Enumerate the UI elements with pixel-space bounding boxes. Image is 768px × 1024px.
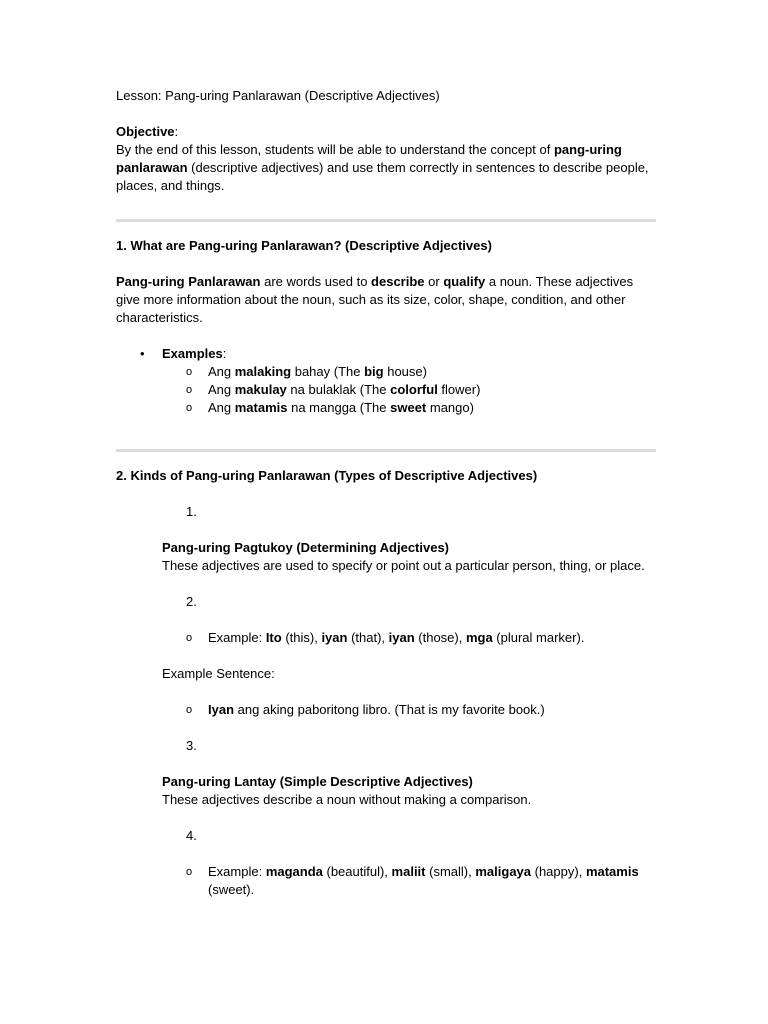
hollow-bullet-icon: o — [186, 384, 193, 396]
lesson-title: Lesson: Pang-uring Panlarawan (Descriptive Adjectives) — [116, 88, 440, 103]
objective-text: By the end of this lesson, students will be able to understand the concept of pang-uring panlarawan (descriptive adjectives) and use them correctly in sentences to describe people, places, and things. — [116, 142, 649, 193]
hollow-bullet-icon: o — [186, 402, 193, 414]
document-content — [116, 87, 656, 899]
list-item: o Ang makulay na bulaklak (The colorful flower) — [186, 382, 481, 397]
section2-heading: 2. Kinds of Pang-uring Panlarawan (Types of Descriptive Adjectives) — [116, 468, 538, 483]
bullet-dot-icon: • — [140, 346, 145, 361]
section1-heading: 1. What are Pang-uring Panlarawan? (Descriptive Adjectives) — [116, 238, 492, 253]
section1-paragraph: Pang-uring Panlarawan are words used to describe or qualify a noun. These adjectives give more information about the noun, such as its size, color, shape, condition, and other characteristics. — [116, 274, 634, 325]
objective-label: Objective: — [116, 124, 179, 139]
lantay-description: These adjectives describe a noun without making a comparison. — [162, 792, 532, 807]
list-number: 1. — [186, 504, 197, 519]
list-number: 2. — [186, 594, 197, 609]
list-item: o Iyan ang aking paboritong libro. (That is my favorite book.) — [186, 702, 545, 717]
pagtukoy-description: These adjectives are used to specify or point out a particular person, thing, or place. — [162, 558, 645, 573]
example-sentence-label: Example Sentence: — [162, 666, 275, 681]
hollow-bullet-icon: o — [186, 632, 193, 644]
hollow-bullet-icon: o — [186, 866, 193, 878]
hollow-bullet-icon: o — [186, 704, 193, 716]
list-item: o Ang matamis na mangga (The sweet mango) — [186, 400, 474, 415]
list-number: 4. — [186, 828, 197, 843]
hollow-bullet-icon: o — [186, 366, 193, 378]
pagtukoy-title: Pang-uring Pagtukoy (Determining Adjectives) — [162, 540, 450, 555]
list-item: o Example: Ito (this), iyan (that), iyan (those), mga (plural marker). — [186, 630, 585, 645]
lantay-title: Pang-uring Lantay (Simple Descriptive Adjectives) — [162, 774, 473, 789]
list-item: o Example: maganda (beautiful), maliit (small), maligaya (happy), matamis (sweet). — [186, 864, 639, 897]
examples-bullet: • Examples: — [140, 346, 227, 361]
list-number: 3. — [186, 738, 197, 753]
list-item: o Ang malaking bahay (The big house) — [186, 364, 427, 379]
examples-label: Examples — [162, 346, 223, 361]
